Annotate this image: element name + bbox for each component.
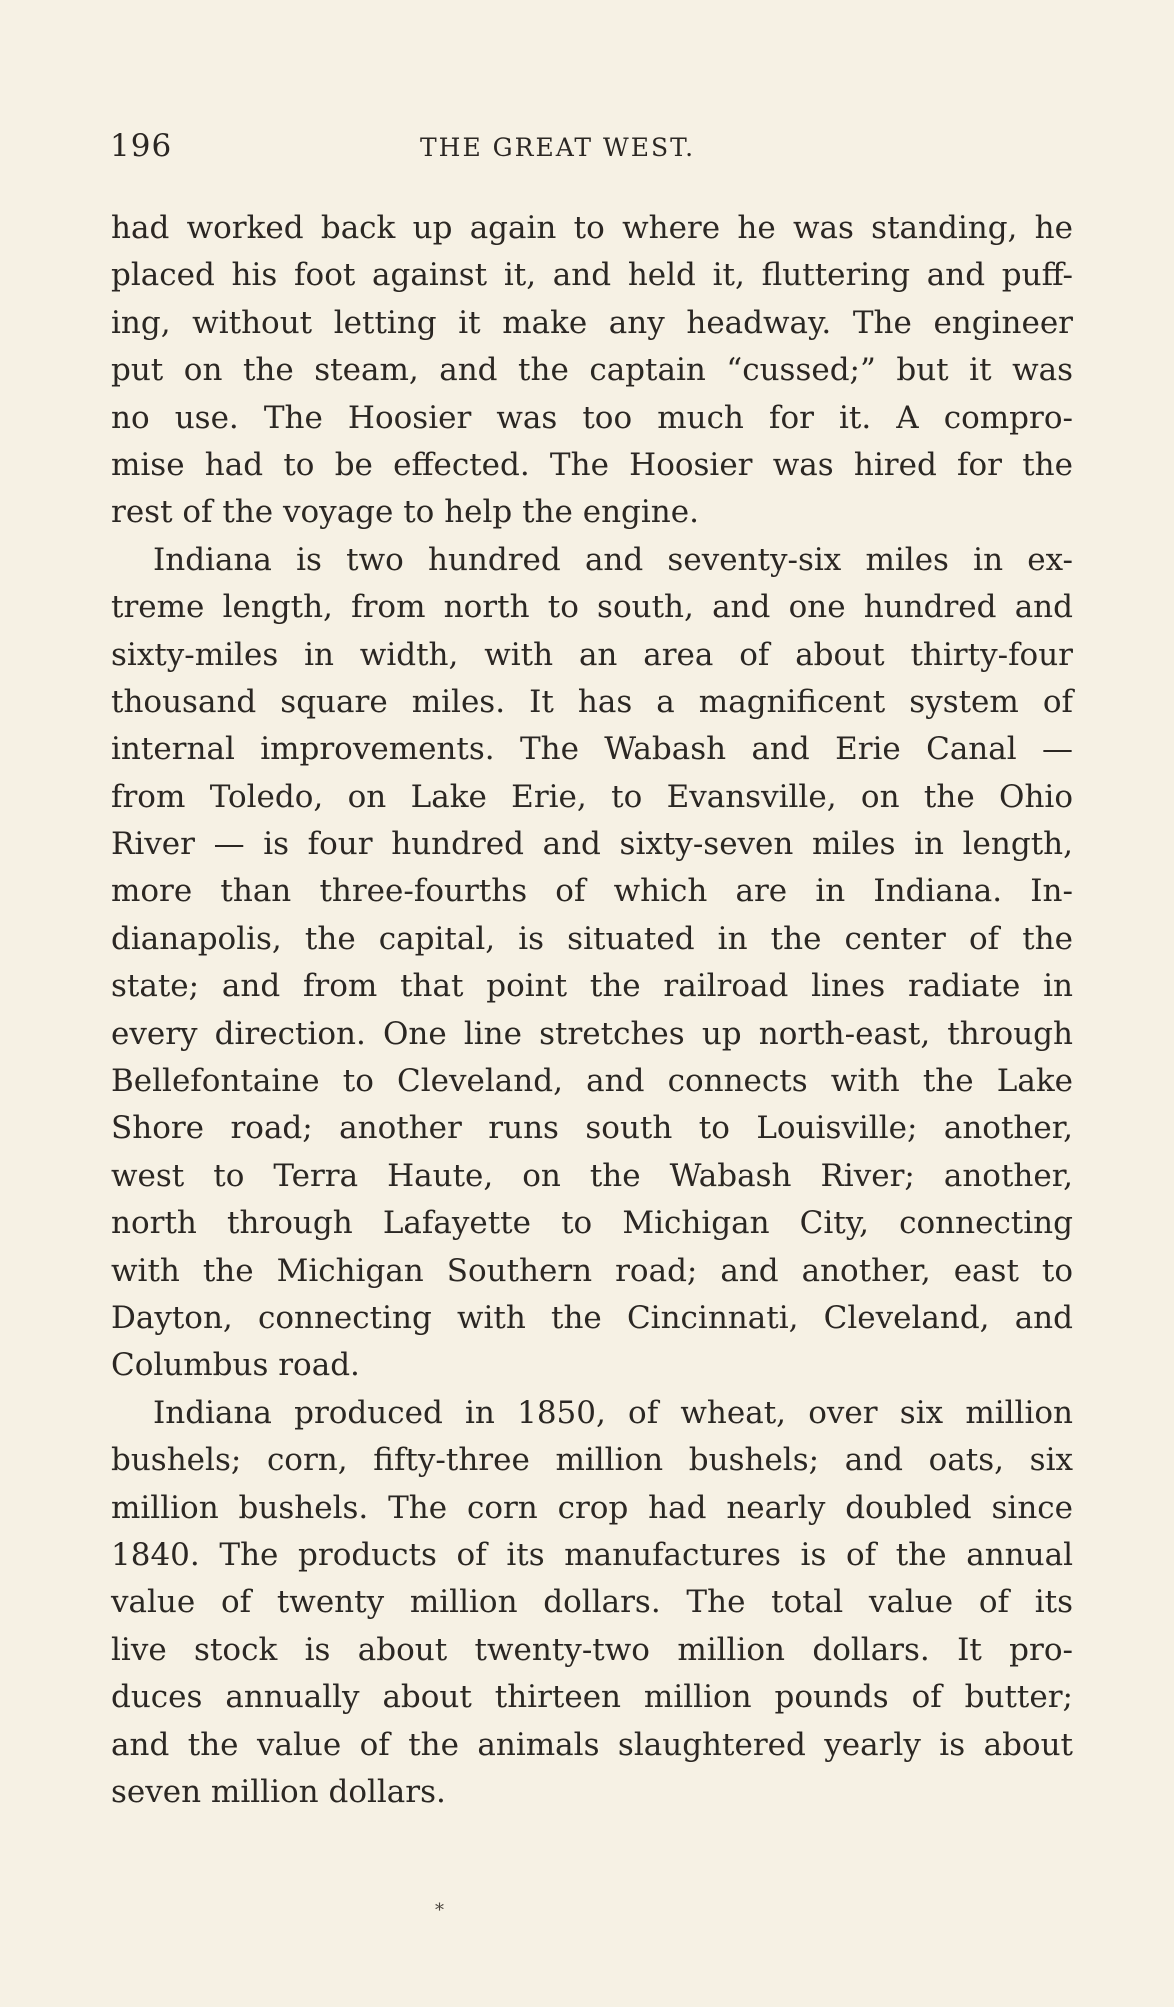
text-line: seven million dollars. bbox=[111, 1773, 446, 1810]
text-line: million bushels. The corn crop had nearly doubled since bbox=[111, 1489, 1073, 1526]
text-line: state; and from that point the railroad lines radiate in bbox=[111, 968, 1073, 1005]
text-line: put on the steam, and the captain “cussed;” but it was bbox=[111, 352, 1073, 389]
text-line: internal improvements. The Wabash and Erie Canal — bbox=[111, 731, 1073, 768]
text-line: bushels; corn, fifty-three million bushels; and oats, six bbox=[111, 1442, 1073, 1479]
text-line: Columbus road. bbox=[111, 1347, 360, 1384]
running-head bbox=[110, 128, 1070, 174]
text-line: value of twenty million dollars. The total value of its bbox=[111, 1584, 1073, 1621]
text-line: dianapolis, the capital, is situated in the center of the bbox=[111, 920, 1073, 957]
text-line: and the value of the animals slaughtered yearly is about bbox=[111, 1726, 1073, 1763]
text-line: River — is four hundred and sixty-seven miles in length, bbox=[111, 826, 1073, 863]
text-line: mise had to be effected. The Hoosier was hired for the bbox=[111, 446, 1073, 483]
text-line: placed his foot against it, and held it, fluttering and puff- bbox=[111, 257, 1073, 294]
body-text bbox=[111, 205, 1073, 1816]
text-line: treme length, from north to south, and one hundred and bbox=[111, 589, 1073, 626]
text-line: every direction. One line stretches up north-east, through bbox=[111, 1015, 1073, 1052]
text-line: Shore road; another runs south to Louisville; another, bbox=[111, 1110, 1073, 1147]
text-line: duces annually about thirteen million pounds of butter; bbox=[111, 1679, 1073, 1716]
text-line: Indiana is two hundred and seventy-six miles in ex- bbox=[153, 541, 1073, 578]
running-title: THE GREAT WEST. bbox=[420, 133, 696, 162]
text-line: west to Terra Haute, on the Wabash River; another, bbox=[111, 1157, 1073, 1194]
text-line: ing, without letting it make any headway. The engineer bbox=[111, 304, 1073, 341]
text-line: with the Michigan Southern road; and another, east to bbox=[111, 1252, 1073, 1289]
text-line: no use. The Hoosier was too much for it. A compro- bbox=[111, 399, 1073, 436]
text-line: 1840. The products of its manufactures is of the annual bbox=[111, 1536, 1073, 1573]
text-line: thousand square miles. It has a magnificent system of bbox=[111, 683, 1073, 720]
text-line: sixty-miles in width, with an area of about thirty-four bbox=[111, 636, 1073, 673]
text-line: more than three-fourths of which are in Indiana. In- bbox=[111, 873, 1073, 910]
text-line: Bellefontaine to Cleveland, and connects with the Lake bbox=[111, 1063, 1073, 1100]
text-line: from Toledo, on Lake Erie, to Evansville, on the Ohio bbox=[111, 778, 1073, 815]
text-line: Dayton, connecting with the Cincinnati, Cleveland, and bbox=[111, 1299, 1073, 1336]
text-line: Indiana produced in 1850, of wheat, over six million bbox=[153, 1394, 1073, 1431]
page-number: 196 bbox=[110, 128, 173, 164]
text-line: rest of the voyage to help the engine. bbox=[111, 494, 699, 531]
text-line: had worked back up again to where he was standing, he bbox=[111, 210, 1073, 246]
signature-mark: * bbox=[435, 1900, 444, 1921]
text-line: live stock is about twenty-two million dollars. It pro- bbox=[111, 1631, 1073, 1668]
text-line: north through Lafayette to Michigan City, connecting bbox=[111, 1205, 1073, 1242]
